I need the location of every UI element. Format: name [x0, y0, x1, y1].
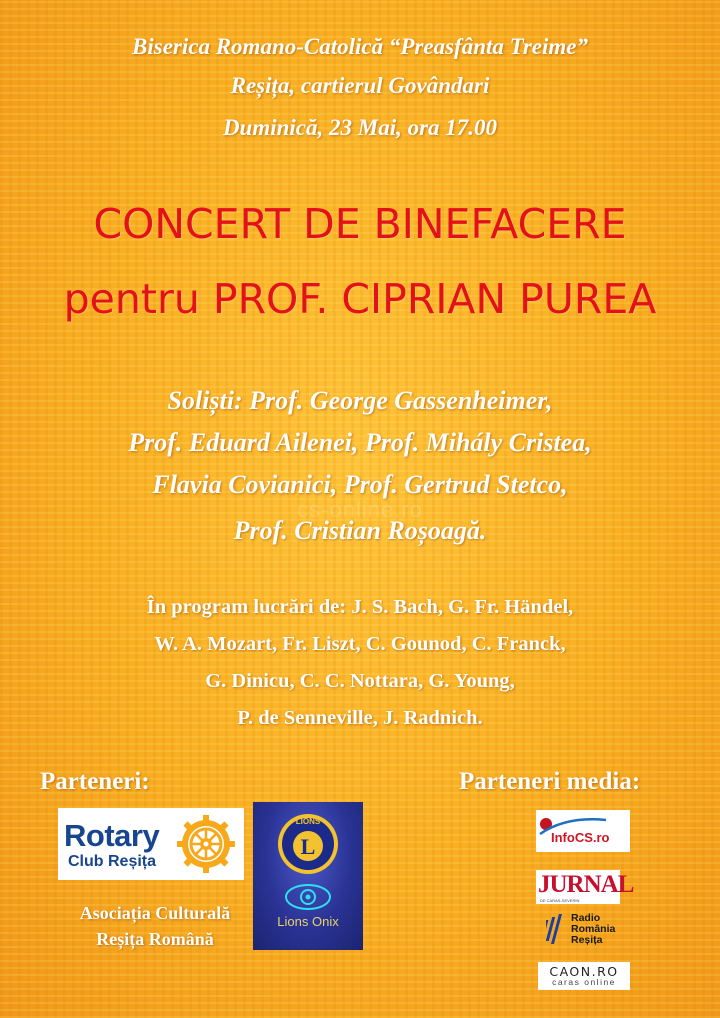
- rotary-logo: [58, 808, 244, 880]
- watermark: cs-online.ro: [297, 497, 423, 522]
- lions-emblem-icon: [253, 802, 363, 914]
- lions-letter: L: [300, 834, 316, 859]
- caon-logo: [538, 962, 630, 990]
- jurnal-sub: DE CARAȘ-SEVERIN: [540, 898, 580, 903]
- association-line-1: Asociația Culturală: [79, 903, 231, 923]
- lions-logo: [253, 802, 363, 950]
- rotary-wheel-icon: [176, 814, 236, 874]
- partners-label: Parteneri:: [40, 768, 150, 795]
- soloists-line-2: Prof. Eduard Ailenei, Prof. Mihály Cristea,: [128, 428, 592, 457]
- jurnal-name: JURNAL: [538, 871, 634, 898]
- soloists-line-1: Soliști: Prof. George Gassenheimer,: [167, 386, 553, 415]
- date-time: Duminică, 23 Mai, ora 17.00: [222, 115, 498, 140]
- rotary-club: Club Reșița: [68, 853, 157, 870]
- caon-sub: caras online: [552, 977, 616, 987]
- radio-romania-logo: [546, 910, 636, 954]
- jurnal-logo: [536, 870, 634, 904]
- church-name: Biserica Romano-Catolică “Preasfânta Treime”: [132, 34, 588, 59]
- rotary-name: Rotary: [64, 818, 160, 853]
- program-line-3: G. Dinicu, C. C. Nottara, G. Young,: [205, 670, 515, 692]
- lions-top-text: LIONS: [295, 817, 321, 826]
- concert-title: CONCERT DE BINEFACERE: [93, 200, 627, 248]
- soloists-line-3: Flavia Covianici, Prof. Gertrud Stetco,: [152, 470, 568, 499]
- radio-line-1: Radio: [571, 912, 601, 924]
- soloists-line-4: Prof. Cristian Roșoagă.: [233, 516, 487, 545]
- concert-subtitle: pentru PROF. CIPRIAN PUREA: [63, 275, 657, 323]
- radio-waves-icon: [546, 914, 566, 944]
- lions-name: Lions Onix: [277, 914, 339, 929]
- media-partners-label: Parteneri media:: [459, 768, 641, 795]
- association-line-2: Reșița Română: [96, 929, 214, 949]
- caon-name: CAON.RO: [549, 964, 619, 979]
- location: Reșița, cartierul Govândari: [230, 73, 490, 98]
- radio-line-3: Reșița: [571, 934, 603, 946]
- program-line-2: W. A. Mozart, Fr. Liszt, C. Gounod, C. Franck,: [154, 633, 566, 655]
- program-line-4: P. de Senneville, J. Radnich.: [237, 707, 483, 729]
- infocs-name: InfoCS.ro: [551, 830, 610, 845]
- infocs-logo: [536, 810, 630, 852]
- radio-line-2: România: [571, 923, 616, 935]
- program-line-1: În program lucrări de: J. S. Bach, G. Fr. Händel,: [146, 596, 574, 618]
